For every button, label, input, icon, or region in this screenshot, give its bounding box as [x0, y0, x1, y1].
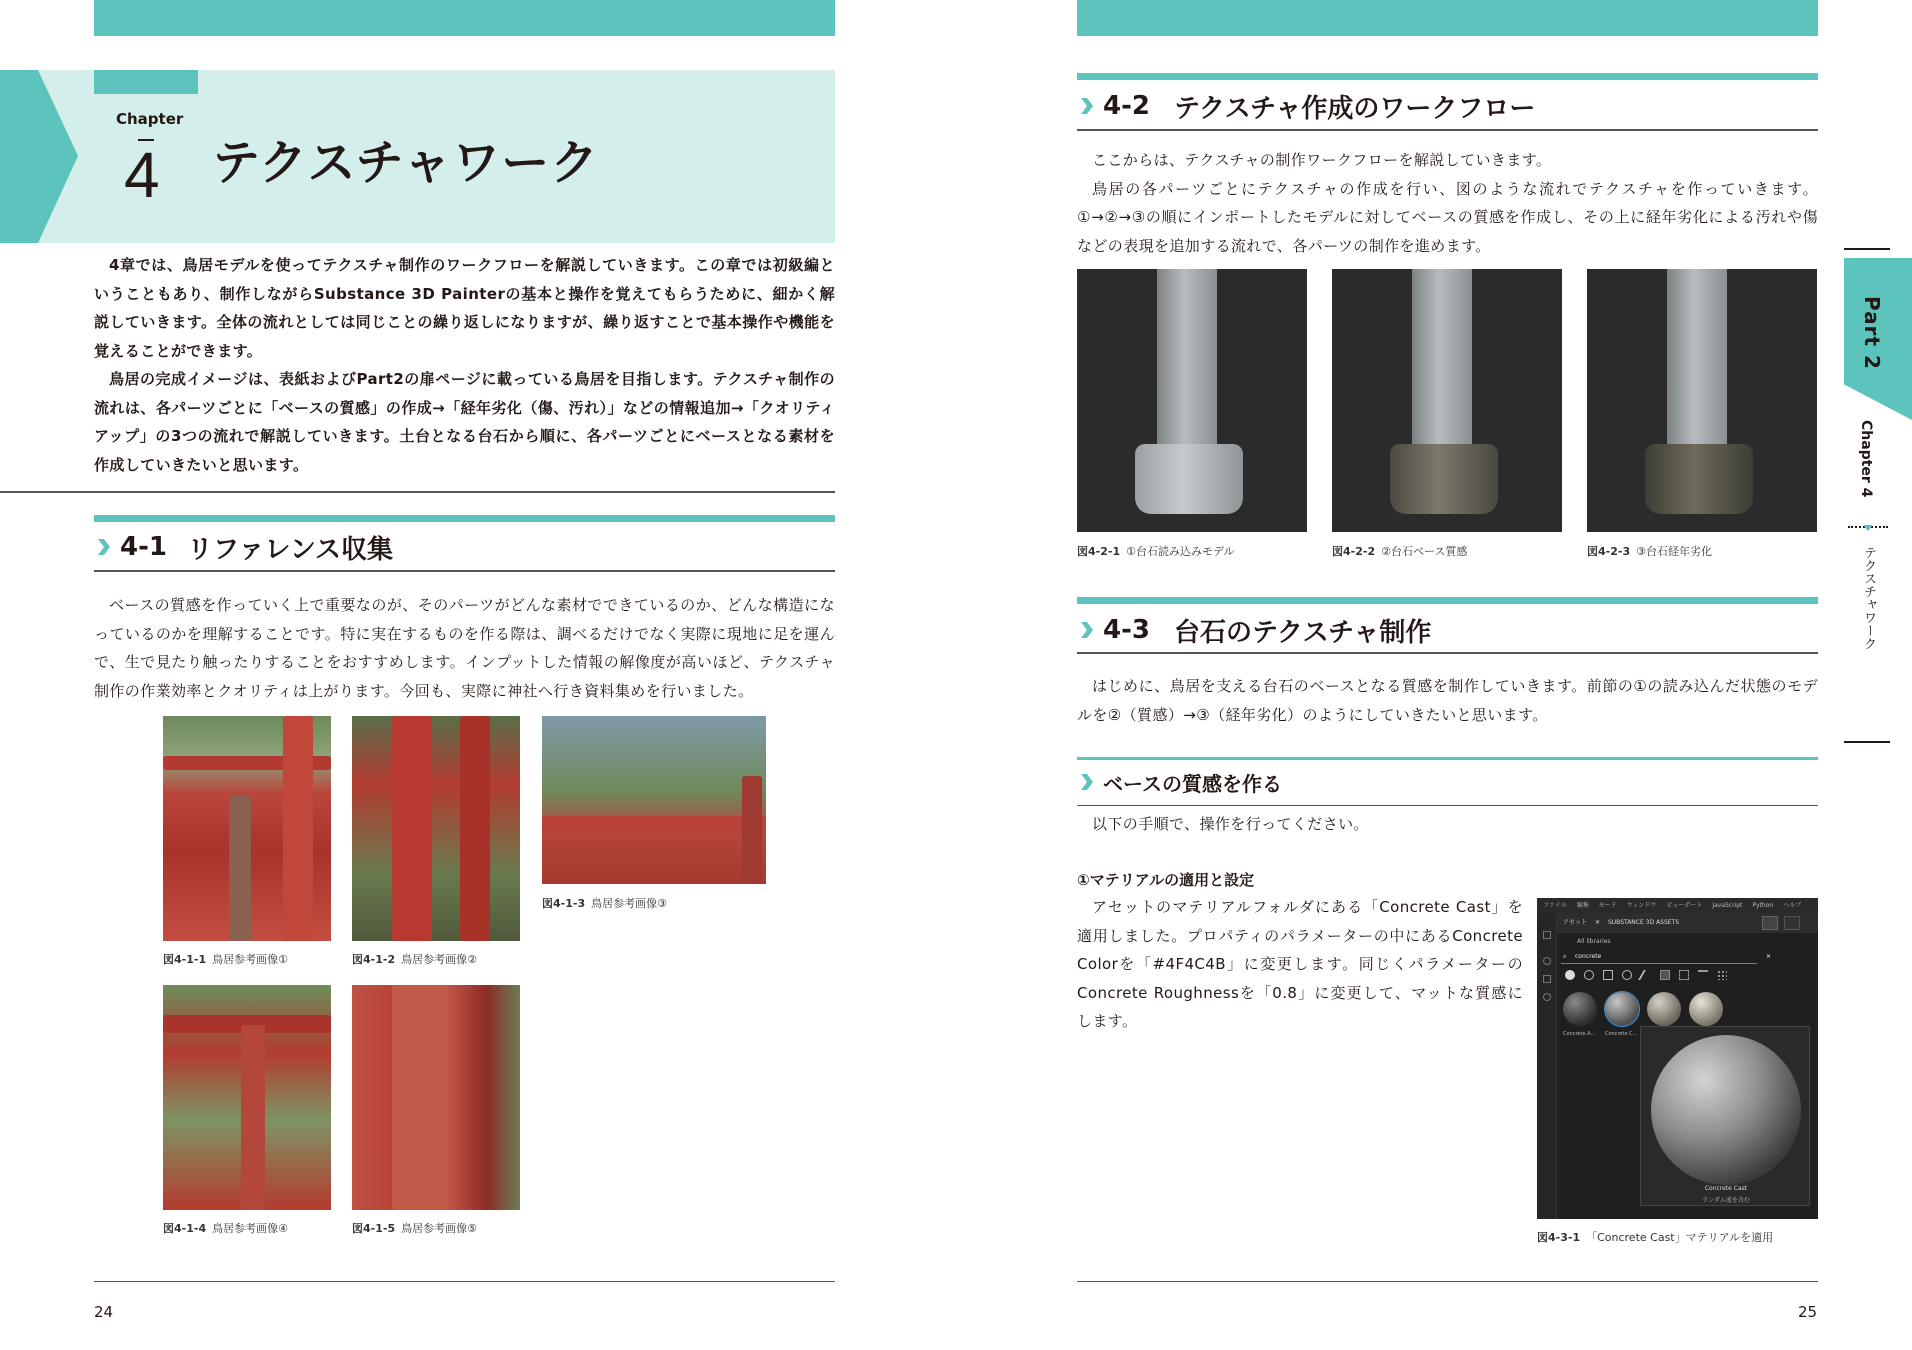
- body-paragraph: 鳥居の各パーツごとにテクスチャの作成を行い、図のような流れでテクスチャを作っていきます。①→②→③の順にインポートしたモデルに対してベースの質感を作成し、その上に経年劣化による汚れや傷などの表現を追加する流れで、各パーツの制作を進めます。: [1077, 179, 1818, 255]
- substance-screenshot: [1537, 898, 1818, 1219]
- torii-photo-3: [542, 716, 766, 884]
- figure-caption: 図4-3-1 「Concrete Cast」マテリアルを適用: [1537, 1231, 1774, 1244]
- chevron-right-icon: [1081, 622, 1093, 638]
- chapter-label: Chapter: [116, 110, 184, 128]
- menu-item[interactable]: JavaScript: [1712, 902, 1743, 909]
- section-4-3-rule: [1077, 652, 1818, 654]
- chapter-title: テクスチャワーク: [212, 135, 600, 191]
- search-icon: ⌕: [1563, 953, 1567, 960]
- figure-caption: 図4-1-1 鳥居参考画像①: [163, 953, 288, 966]
- eraser-icon[interactable]: [1543, 957, 1551, 965]
- search-field[interactable]: [1561, 950, 1771, 964]
- menu-item[interactable]: ウィンドウ: [1626, 902, 1657, 909]
- intro-paragraph: 鳥居の完成イメージは、表紙およびPart2の扉ページに載っている鳥居を目指します。テクスチャ制作の流れは、各パーツごとに「ベースの質感」の作成→「経年劣化（傷、汚れ）」などの情報追加→「クオリティアップ」の3つの流れで解説していきます。土台となる台石から順に、各パーツごとにベースとなる素材を作成していきたいと思います。: [94, 370, 835, 474]
- preview-note: ランダム度を含む: [1702, 1197, 1750, 1204]
- chevron-right-icon: [98, 539, 110, 555]
- chevron-right-icon: [1081, 98, 1093, 114]
- section-title: テクスチャ作成のワークフロー: [1173, 93, 1536, 124]
- section-number: 4-1: [120, 532, 167, 562]
- filter-texture-icon[interactable]: [1660, 970, 1670, 980]
- body-paragraph: ここからは、テクスチャの制作ワークフローを解説していきます。: [1092, 151, 1552, 169]
- chevron-right-icon: [1081, 774, 1093, 790]
- filter-filter-icon[interactable]: [1679, 970, 1689, 980]
- filter-all-icon[interactable]: [1565, 970, 1575, 980]
- figure-caption: 図4-2-3 ③台石経年劣化: [1587, 545, 1712, 558]
- chapter-number: 4: [124, 139, 160, 211]
- material-thumb[interactable]: [1605, 992, 1639, 1026]
- top-band-right: [1077, 0, 1818, 36]
- footer-rule-right: [1077, 1281, 1818, 1282]
- section-number: 4-2: [1103, 91, 1150, 121]
- render-base-material: [1332, 269, 1562, 532]
- filter-smart-material-icon[interactable]: [1603, 970, 1613, 980]
- section-4-2-heading: [1081, 89, 1535, 123]
- section-4-1-heading: [98, 530, 393, 564]
- tab-substance-assets[interactable]: SUBSTANCE 3D ASSETS: [1607, 919, 1680, 926]
- menu-item[interactable]: ファイル: [1543, 902, 1567, 909]
- smudge-icon[interactable]: [1543, 993, 1551, 1001]
- preview-name: Concrete Cast: [1704, 1185, 1748, 1192]
- tab-assets[interactable]: アセット: [1563, 919, 1587, 926]
- section-4-3-body: はじめに、鳥居を支える台石のベースとなる質感を制作していきます。前節の①の読み込んだ状態のモデルを②（質感）→③（経年劣化）のようにしていきたいと思います。: [1077, 677, 1818, 724]
- menu-item[interactable]: ヘルプ: [1783, 902, 1802, 909]
- chapter-arrow-shape: [0, 70, 78, 243]
- material-preview-popup: [1640, 1026, 1810, 1206]
- section-4-2-bar: [1077, 73, 1818, 80]
- torii-photo-2: [352, 716, 520, 941]
- list-view-icon[interactable]: [1784, 916, 1800, 930]
- section-4-3-heading: [1081, 613, 1431, 647]
- filter-mask-icon[interactable]: [1622, 970, 1632, 980]
- menu-item[interactable]: 編集: [1576, 902, 1589, 909]
- thumb-label: Concrete A...: [1563, 1031, 1596, 1037]
- figure-caption: 図4-1-4 鳥居参考画像④: [163, 1222, 288, 1235]
- side-tab-marker: [1863, 525, 1873, 531]
- render-aged-material: [1587, 269, 1817, 532]
- filter-grid-icon[interactable]: [1717, 970, 1727, 980]
- view-toggle-icons: [1762, 916, 1800, 930]
- footer-rule-left: [94, 1281, 835, 1282]
- filter-icons-row: [1561, 970, 1811, 984]
- filter-material-icon[interactable]: [1584, 970, 1594, 980]
- torii-photo-5: [352, 985, 520, 1210]
- tool-sidebar: [1537, 913, 1557, 1219]
- filter-brush-icon[interactable]: [1638, 970, 1654, 980]
- side-tab-top-rule: [1844, 248, 1890, 250]
- figure-caption: 図4-2-1 ①台石読み込みモデル: [1077, 545, 1235, 558]
- search-input[interactable]: concrete: [1575, 953, 1602, 960]
- subsection-title: ベースの質感を作る: [1103, 771, 1282, 796]
- subsection-body: 以下の手順で、操作を行ってください。: [1092, 815, 1369, 833]
- section-4-2-body: [1077, 146, 1818, 260]
- close-icon[interactable]: ✕: [1594, 919, 1600, 926]
- subsection-rule: [1077, 805, 1818, 806]
- intro-divider: [0, 491, 835, 493]
- filter-text-icon[interactable]: [1698, 970, 1708, 980]
- section-number: 4-3: [1103, 615, 1150, 645]
- clear-search-icon[interactable]: ✕: [1765, 953, 1771, 960]
- material-thumb[interactable]: [1689, 992, 1723, 1026]
- section-title: 台石のテクスチャ制作: [1173, 617, 1432, 648]
- brush-icon[interactable]: [1543, 931, 1551, 939]
- chapter-tab-accent: [94, 70, 198, 94]
- menu-item[interactable]: ビューポート: [1666, 902, 1703, 909]
- section-title: リファレンス収集: [186, 534, 394, 565]
- side-tab-chapter-label: Chapter 4: [1858, 420, 1874, 498]
- step-body: アセットのマテリアルフォルダにある「Concrete Cast」を適用しました。プロパティのパラメーターの中にあるConcrete Colorを「#4F4C4B」に変更します。同じくパラメーターのConcrete Roughnessを「0.8」に変更して、マットな質感にします。: [1077, 898, 1523, 1030]
- side-tab-bottom-rule: [1844, 741, 1890, 743]
- section-4-1-rule: [94, 570, 835, 572]
- side-tab-part-label: Part 2: [1860, 296, 1884, 370]
- projection-icon[interactable]: [1543, 975, 1551, 983]
- section-4-3-bar: [1077, 597, 1818, 604]
- material-thumb[interactable]: [1563, 992, 1597, 1026]
- render-loaded-model: [1077, 269, 1307, 532]
- figure-caption: 図4-1-2 鳥居参考画像②: [352, 953, 477, 966]
- side-tab-title: テクスチャワーク: [1861, 546, 1876, 650]
- section-4-1-bar: [94, 515, 835, 522]
- chapter-intro: [94, 251, 835, 479]
- torii-photo-1: [163, 716, 331, 941]
- torii-photo-4: [163, 985, 331, 1210]
- library-breadcrumb[interactable]: All libraries: [1577, 938, 1611, 945]
- figure-caption: 図4-2-2 ②台石ベース質感: [1332, 545, 1468, 558]
- step-heading: ①マテリアルの適用と設定: [1077, 871, 1255, 889]
- thumb-label: Concrete C...: [1605, 1031, 1638, 1037]
- figure-caption: 図4-1-5 鳥居参考画像⑤: [352, 1222, 477, 1235]
- page-number-left: 24: [94, 1303, 114, 1321]
- subsection-bar: [1077, 757, 1818, 760]
- intro-paragraph: 4章では、鳥居モデルを使ってテクスチャ制作のワークフローを解説していきます。この章では初級編ということもあり、制作しながらSubstance 3D Painterの基本と操作を覚えてもらうために、細かく解説していきます。全体の流れとしては同じことの繰り返しになりますが、繰り返すことで基本操作や機能を覚えることができます。: [94, 256, 835, 360]
- page-number-right: 25: [1798, 1303, 1818, 1321]
- figure-caption: 図4-1-3 鳥居参考画像③: [542, 897, 667, 910]
- top-band-left: [94, 0, 835, 36]
- app-menubar: [1537, 898, 1818, 913]
- menu-item[interactable]: モード: [1598, 902, 1617, 909]
- section-4-1-body: ベースの質感を作っていく上で重要なのが、そのパーツがどんな素材でできているのか、どんな構造になっているのかを理解することです。特に実在するものを作る際は、調べるだけでなく実際に現地に足を運んで、生で見たり触ったりすることをおすすめします。インプットした情報の解像度が高いほど、テクスチャ制作の作業効率とクオリティは上がります。今回も、実際に神社へ行き資料集めを行いました。: [94, 596, 835, 700]
- material-thumb[interactable]: [1647, 992, 1681, 1026]
- material-preview-sphere: [1651, 1035, 1801, 1185]
- section-4-2-rule: [1077, 129, 1818, 131]
- grid-view-icon[interactable]: [1762, 916, 1778, 930]
- menu-item[interactable]: Python: [1752, 902, 1774, 909]
- subsection-heading: [1081, 768, 1282, 796]
